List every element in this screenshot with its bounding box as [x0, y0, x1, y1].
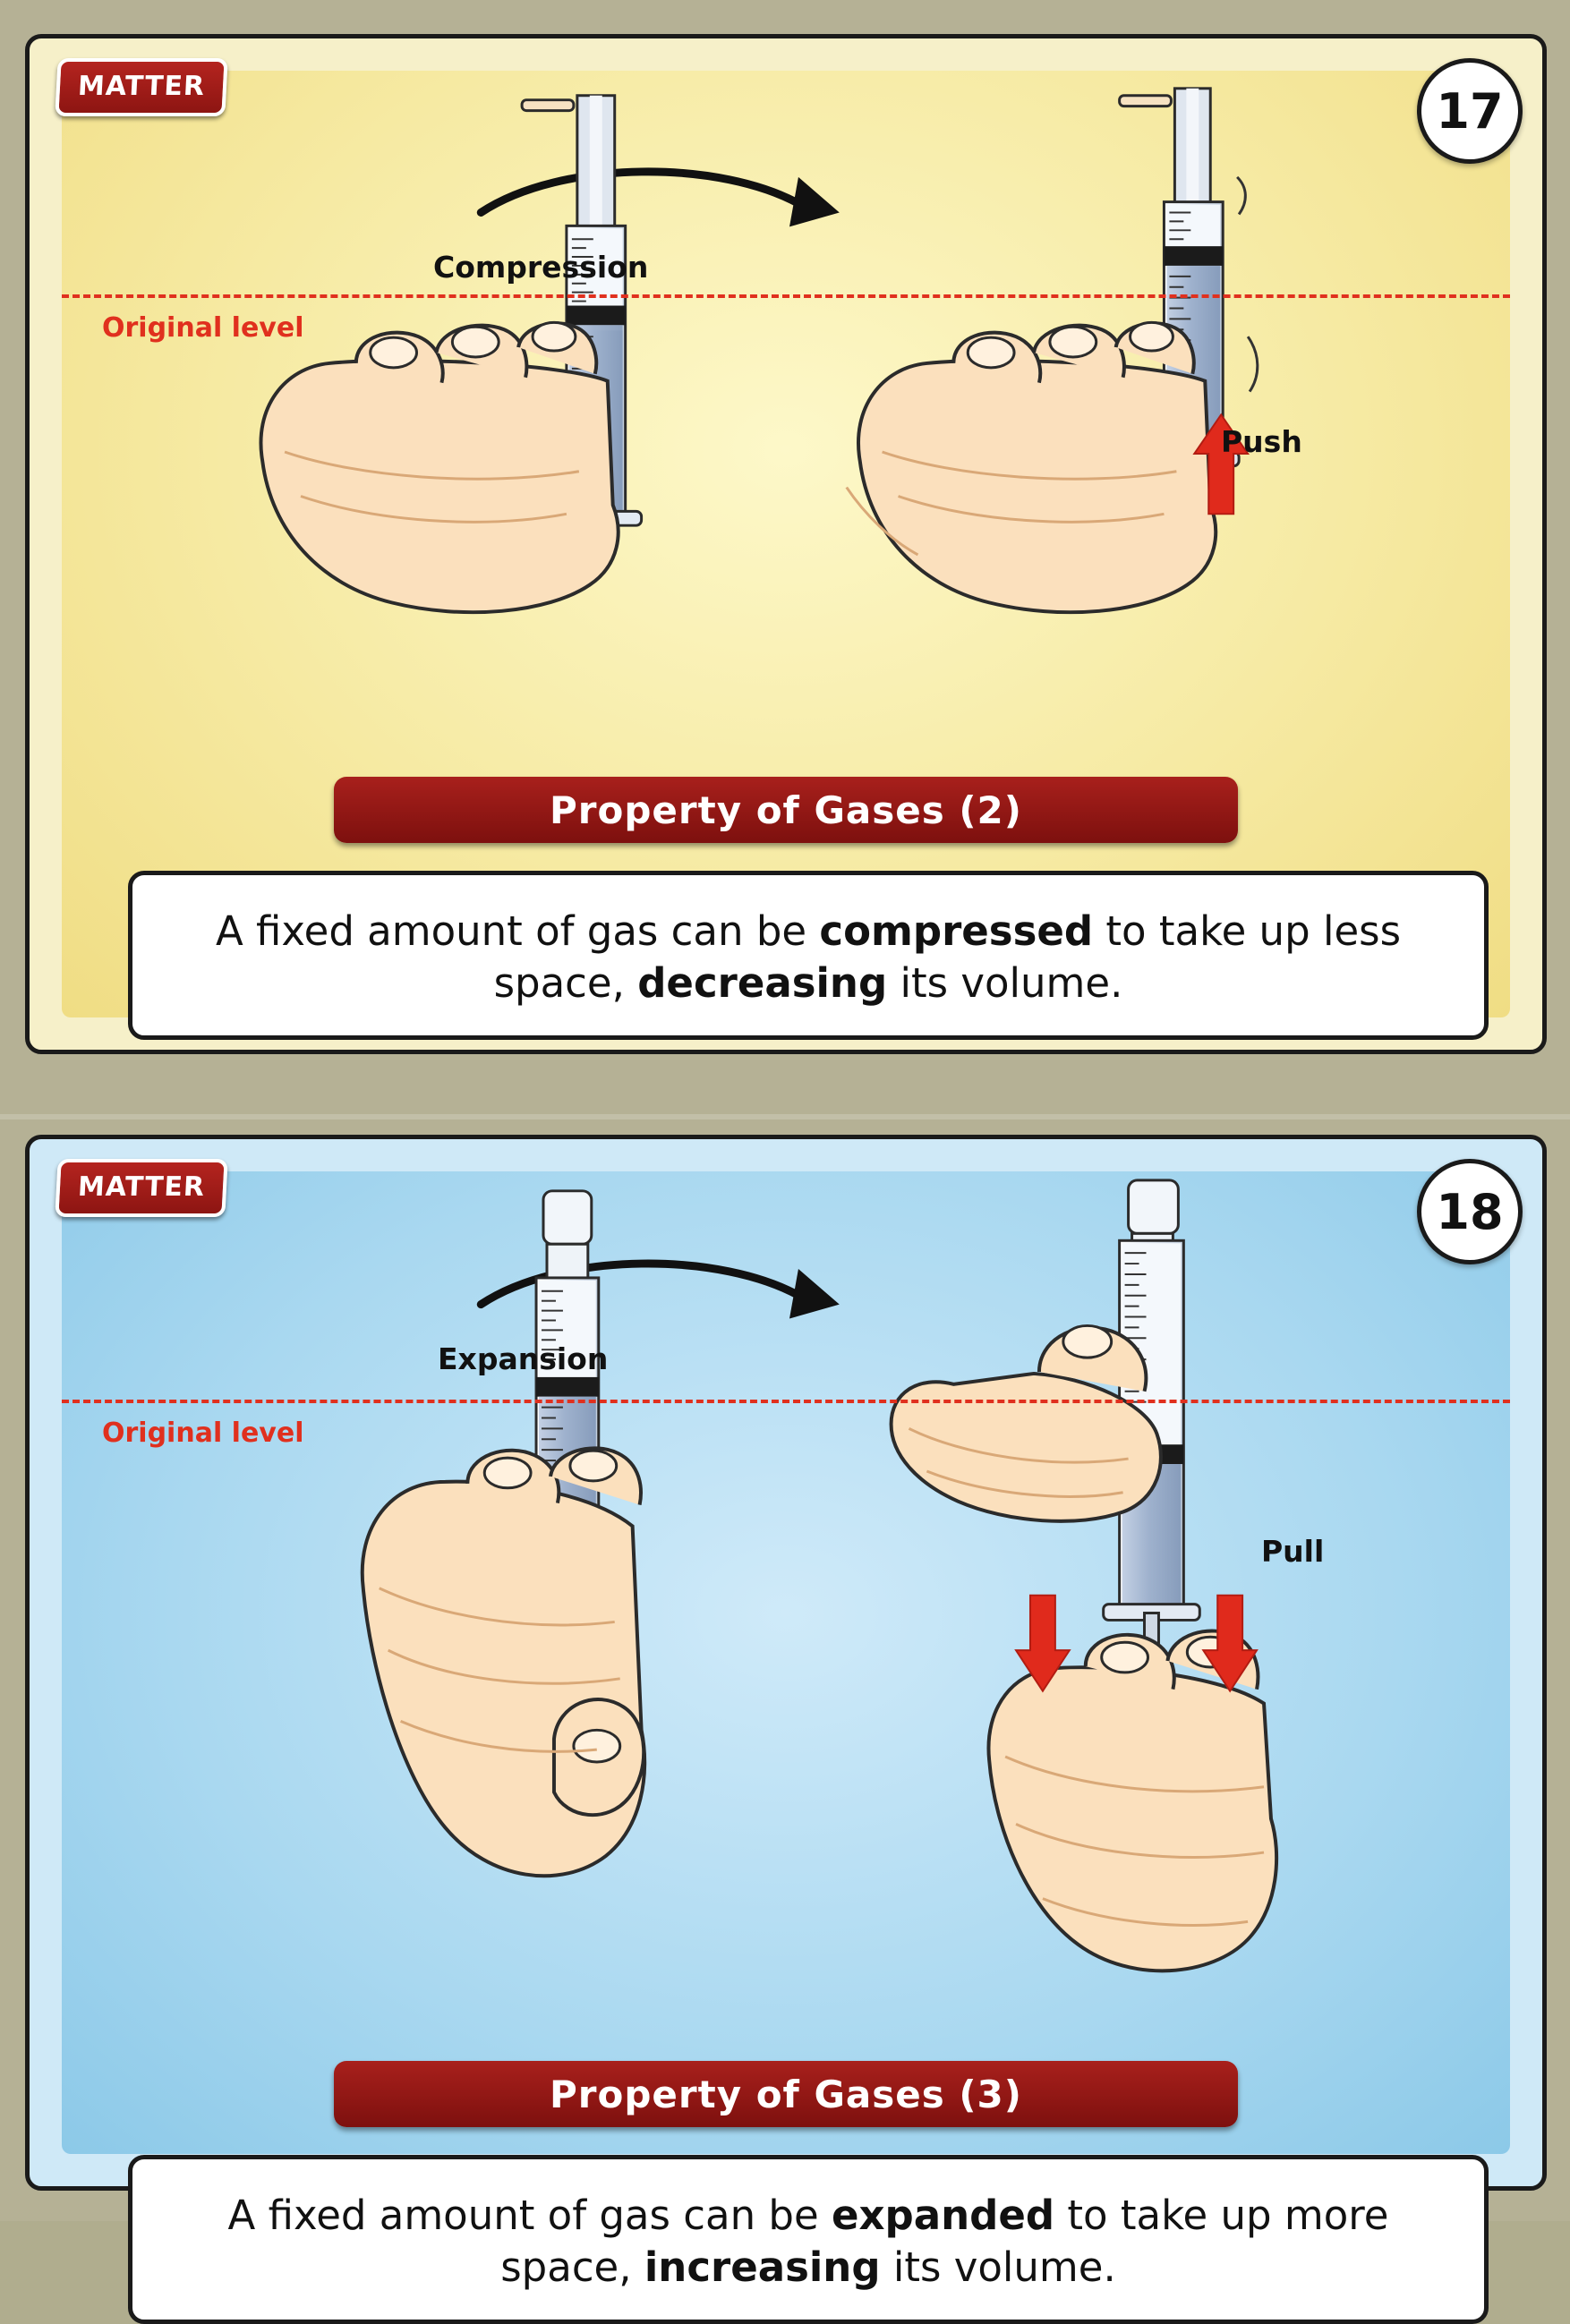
card-number: 18	[1417, 1159, 1523, 1264]
pull-label: Pull	[1261, 1534, 1325, 1569]
card-caption	[128, 2155, 1489, 2324]
caption-bold-decreasing: decreasing	[637, 958, 888, 1007]
original-level-line	[62, 1400, 1510, 1403]
expansion-label: Expansion	[438, 1341, 609, 1376]
caption-text-part2: to take up less space,	[493, 907, 1402, 1007]
illustration-scene-expansion	[62, 1171, 1510, 2154]
caption-bold-expanded: expanded	[831, 2192, 1055, 2239]
matter-badge: MATTER	[55, 58, 227, 116]
hand-left-grip	[363, 1448, 644, 1876]
hand-right-grip	[847, 322, 1216, 612]
card-property-of-gases-2	[25, 34, 1547, 1054]
caption-text-part3: its volume.	[887, 958, 1123, 1007]
compression-arrow	[481, 172, 840, 226]
original-level-label: Original level	[102, 312, 304, 344]
caption-text-part2: to take up more space,	[500, 2192, 1389, 2291]
matter-badge: MATTER	[55, 1159, 227, 1217]
caption-bold-compressed: compressed	[819, 907, 1094, 955]
card-caption	[128, 871, 1489, 1040]
push-label: Push	[1221, 424, 1302, 459]
caption-bold-increasing: increasing	[644, 2243, 881, 2291]
original-level-label: Original level	[102, 1417, 304, 1449]
card-property-of-gases-3	[25, 1135, 1547, 2291]
expansion-arrow	[481, 1264, 840, 1318]
caption-text-part3: its volume.	[880, 2243, 1116, 2291]
hand-right-top-pinch	[892, 1325, 1161, 1520]
compression-label: Compression	[433, 250, 649, 285]
card-number: 17	[1417, 58, 1523, 164]
caption-text-part1: A fixed amount of gas can be	[227, 2192, 832, 2239]
card-title-ribbon: Property of Gases (3)	[334, 2061, 1238, 2127]
hand-left-grip	[260, 322, 618, 612]
original-level-line	[62, 294, 1510, 298]
caption-text-part1: A fixed amount of gas can be	[215, 907, 820, 955]
card-title-ribbon: Property of Gases (2)	[334, 777, 1238, 843]
scene-vector-graphics-expansion	[62, 1171, 1510, 2154]
